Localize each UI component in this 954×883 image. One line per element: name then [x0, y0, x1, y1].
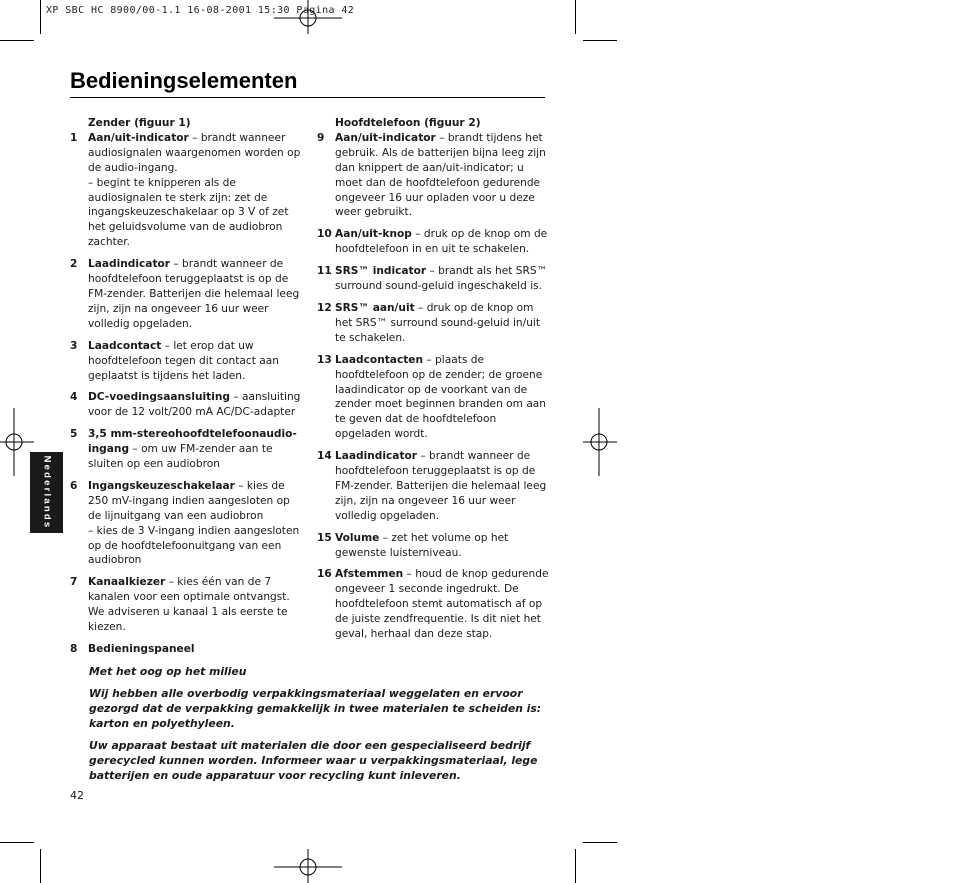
- print-header: XP SBC HC 8900/00-1.1 16-08-2001 15:30 Pagina 42: [46, 5, 355, 16]
- item-term: Bedieningspaneel: [88, 643, 195, 655]
- right-item-list: [317, 131, 549, 642]
- item-term: Ingangskeuzeschakelaar: [88, 479, 235, 492]
- item-description: – aansluiting voor de 12 volt/200 mA AC/DC-adapter: [88, 391, 301, 419]
- page-title: Bedieningselementen: [70, 68, 298, 93]
- item-term: Laadcontacten: [335, 353, 424, 366]
- item-description: – druk op de knop om het SRS™ surround sound-geluid in/uit te schakelen.: [335, 301, 541, 344]
- item-description: – om uw FM-zender aan te sluiten op een audiobron: [88, 443, 273, 471]
- environment-paragraph: Wij hebben alle overbodig verpakkingsmateriaal weggelaten en ervoor gezorgd dat de verpakking gemakkelijk in twee materialen te scheiden is: karton en polyethyleen.: [89, 687, 542, 730]
- crop-mark: [0, 842, 34, 843]
- item-term: Aan/uit-indicator: [335, 131, 436, 144]
- list-item: [317, 301, 549, 346]
- list-item: [70, 390, 302, 420]
- item-description: – brandt als het SRS™ surround sound-geluid ingeschakeld is.: [335, 265, 548, 293]
- item-description: – kies één van de 7 kanalen voor een optimale ontvangst. We adviseren u kanaal 1 als eerste te kiezen.: [88, 576, 290, 634]
- item-number: 11: [317, 265, 332, 278]
- list-item: [317, 567, 549, 642]
- item-term: Kanaalkiezer: [88, 576, 166, 589]
- list-item: [317, 531, 549, 561]
- item-term: Laadindicator: [335, 450, 418, 463]
- item-number: 8: [70, 643, 78, 655]
- item-term: DC-voedingsaansluiting: [88, 391, 230, 404]
- item-description: – brandt wanneer de hoofdtelefoon teruggeplaatst is op de FM-zender. Batterijen die helemaal leeg zijn, zijn na ongeveer 16 uur weer volledig opgeladen.: [88, 258, 300, 330]
- list-item: [317, 264, 549, 294]
- list-item: [70, 575, 302, 635]
- list-item: [317, 449, 549, 524]
- crop-mark: [40, 0, 41, 34]
- item-term: Laadcontact: [88, 339, 162, 352]
- item-number: 4: [70, 391, 78, 404]
- item-number: 7: [70, 576, 78, 589]
- item-description: – brandt wanneer audiosignalen waargenomen worden op de audio-ingang.: [88, 131, 301, 174]
- right-column: [317, 116, 549, 649]
- language-tab-label: Nederlands: [41, 455, 52, 530]
- section-heading: Hoofdtelefoon (figuur 2): [335, 117, 481, 129]
- registration-mark-bottom: [274, 849, 342, 883]
- list-item: [317, 227, 549, 257]
- crop-mark: [583, 842, 617, 843]
- item-description: – druk op de knop om de hoofdtelefoon in en uit te schakelen.: [335, 228, 548, 256]
- item-description: – brandt wanneer de hoofdtelefoon teruggeplaatst is op de FM-zender. Batterijen die helemaal leeg zijn, zijn na ongeveer 16 uur weer volledig opgeladen.: [335, 450, 547, 522]
- item-description: – let erop dat uw hoofdtelefoon tegen dit contact aan geplaatst is tijdens het laden.: [88, 339, 279, 382]
- item-term: Aan/uit-knop: [335, 228, 412, 241]
- crop-mark: [40, 849, 41, 883]
- item-number: 14: [317, 450, 332, 463]
- environment-paragraph: Uw apparaat bestaat uit materialen die door een gespecialiseerd bedrijf gerecycled kunnen worden. Informeer waar u verpakkingsmateriaal, lege batterijen en oude apparatuur voor recycling kunt inleveren.: [89, 739, 538, 782]
- item-term: SRS™ indicator: [335, 265, 427, 278]
- item-term: 3,5 mm-stereohoofdtelefoonaudio-ingang: [88, 428, 297, 456]
- item-term: Afstemmen: [335, 568, 404, 581]
- item-number: 12: [317, 301, 332, 314]
- item-term: Aan/uit-indicator: [88, 131, 189, 144]
- environment-heading: Met het oog op het milieu: [89, 665, 247, 678]
- crop-mark: [583, 40, 617, 41]
- item-number: 5: [70, 428, 78, 441]
- section-heading: Zender (figuur 1): [88, 117, 191, 129]
- item-number: 2: [70, 258, 78, 271]
- item-term: Volume: [335, 531, 380, 544]
- item-number: 6: [70, 479, 78, 492]
- item-number: 3: [70, 339, 78, 352]
- crop-mark: [0, 40, 34, 41]
- title-divider: [70, 97, 545, 98]
- item-number: 1: [70, 131, 78, 144]
- environment-notice: [89, 664, 549, 790]
- list-item: [317, 131, 549, 220]
- item-description: – kies de 250 mV-ingang indien aangesloten op de lijnuitgang van een audiobron: [88, 479, 290, 522]
- crop-mark: [575, 0, 576, 34]
- item-number: 9: [317, 131, 325, 144]
- registration-mark-right: [583, 408, 617, 476]
- list-item: [317, 353, 549, 442]
- item-number: 10: [317, 228, 332, 241]
- list-item: [70, 131, 302, 250]
- item-extra-description: – kies de 3 V-ingang indien aangesloten op de hoofdtelefoonuitgang van een audiobron: [88, 524, 300, 567]
- crop-mark: [575, 849, 576, 883]
- item-description: – houd de knop gedurende ongeveer 1 seconde ingedrukt. De hoofdtelefoon stemt automatisch af op de juiste zendfrequentie. Is dit niet het geval, herhaal dan deze stap.: [335, 568, 549, 641]
- list-item: [70, 257, 302, 332]
- item-term: Laadindicator: [88, 258, 171, 271]
- item-number: 16: [317, 568, 332, 581]
- item-description: – zet het volume op het gewenste luisterniveau.: [335, 531, 509, 559]
- list-item: [70, 479, 302, 568]
- item-term: SRS™ aan/uit: [335, 301, 415, 314]
- page-number: 42: [70, 789, 84, 802]
- list-item: [70, 427, 302, 472]
- item-extra-description: – begint te knipperen als de audiosignalen te sterk zijn: zet de ingangskeuzeschakelaar op 3 V of zet het geluidsvolume van de audiobron zachter.: [88, 176, 289, 249]
- item-number: 13: [317, 353, 332, 366]
- item-description: – brandt tijdens het gebruik. Als de batterijen bijna leeg zijn dan knippert de aan/uit-indicator; u moet dan de hoofdtelefoon gedurende ongeveer 16 uur opladen voor u deze weer gebruikt.: [335, 131, 546, 219]
- item-number: 15: [317, 531, 332, 544]
- left-item-list: [70, 131, 302, 657]
- list-item: [70, 642, 302, 657]
- list-item: [70, 339, 302, 384]
- left-column: [70, 116, 302, 664]
- registration-mark-left: [0, 408, 34, 476]
- item-description: – plaats de hoofdtelefoon op de zender; de groene laadindicator op de voorkant van de zender moet beginnen branden om aan te geven dat de hoofdtelefoon opgeladen wordt.: [335, 353, 547, 441]
